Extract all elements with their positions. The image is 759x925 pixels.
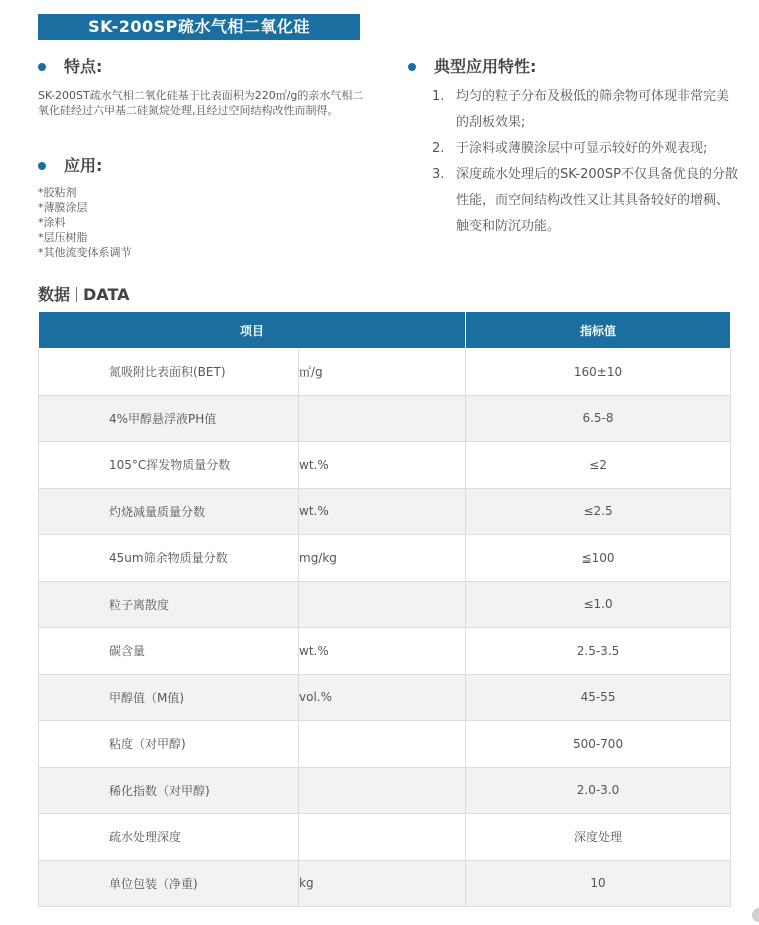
cell-value: 2.0-3.0: [466, 767, 731, 814]
list-item: [432, 136, 738, 162]
cell-value: ≤1.0: [466, 581, 731, 628]
table-row: [39, 488, 731, 535]
table-row: [39, 860, 731, 907]
cell-value: 2.5-3.5: [466, 628, 731, 675]
cell-value: 500-700: [466, 721, 731, 768]
cell-item: 灼烧减量质量分数: [39, 488, 299, 535]
bullet-dot-icon: [38, 63, 46, 71]
cell-unit: wt.%: [299, 442, 466, 489]
table-row: [39, 581, 731, 628]
data-heading: [38, 284, 130, 306]
cell-unit: vol.%: [299, 674, 466, 721]
cell-unit: [299, 767, 466, 814]
list-item-number: 3.: [432, 167, 445, 182]
table-row: [39, 721, 731, 768]
cell-unit: wt.%: [299, 628, 466, 675]
cell-unit: [299, 814, 466, 861]
list-item: *其他流变体系调节: [38, 246, 132, 259]
list-item: [432, 162, 738, 240]
cell-item: 粘度（对甲醇): [39, 721, 299, 768]
data-heading-cn: 数据: [38, 285, 71, 304]
table-row: [39, 628, 731, 675]
features-section: [38, 56, 364, 118]
table-row: [39, 395, 731, 442]
cell-item: 碳含量: [39, 628, 299, 675]
heading-divider: [76, 287, 77, 302]
list-item: *层压树脂: [38, 231, 88, 244]
bullet-dot-icon: [408, 63, 416, 71]
cell-unit: [299, 395, 466, 442]
cell-value: 6.5-8: [466, 395, 731, 442]
cell-item: 稀化指数（对甲醇): [39, 767, 299, 814]
table-row: [39, 767, 731, 814]
list-item-text: 均匀的粒子分布及极低的筛余物可体现非常完美的刮板效果;: [456, 89, 730, 130]
product-title: SK-200SP疏水气相二氧化硅: [38, 14, 360, 40]
list-item-text: 深度疏水处理后的SK-200SP不仅具备优良的分散性能，而空间结构改性又让其具备较好的增稠、触变和防沉功能。: [456, 167, 739, 234]
list-item-number: 2.: [432, 141, 445, 156]
cell-item: 45um筛余物质量分数: [39, 535, 299, 582]
typical-section: [408, 56, 738, 240]
features-text: SK-200ST疏水气相二氧化硅基于比表面积为220㎡/g的亲水气相二氧化硅经过六甲基二硅氮烷处理,且经过空间结构改性而制得。: [38, 89, 364, 117]
cell-value: ≤2.5: [466, 488, 731, 535]
page-corner-mark: [752, 908, 759, 922]
cell-unit: ㎡/g: [299, 349, 466, 396]
list-item: *胶粘剂: [38, 186, 77, 199]
cell-item: 疏水处理深度: [39, 814, 299, 861]
cell-unit: kg: [299, 860, 466, 907]
cell-unit: [299, 721, 466, 768]
table-row: [39, 814, 731, 861]
table-row: [39, 674, 731, 721]
cell-unit: [299, 581, 466, 628]
cell-item: 105°C挥发物质量分数: [39, 442, 299, 489]
table-header-row: [39, 312, 731, 349]
cell-value: 10: [466, 860, 731, 907]
header-value: 指标值: [466, 312, 731, 349]
features-heading: [38, 56, 364, 78]
cell-value: 45-55: [466, 674, 731, 721]
cell-unit: mg/kg: [299, 535, 466, 582]
list-item-number: 1.: [432, 89, 445, 104]
typical-heading-text: 典型应用特性:: [434, 57, 537, 76]
table-row: [39, 442, 731, 489]
cell-item: 甲醇值（M值): [39, 674, 299, 721]
cell-item: 单位包装（净重): [39, 860, 299, 907]
data-heading-en: DATA: [83, 285, 130, 304]
header-item: 项目: [39, 312, 466, 349]
cell-item: 粒子离散度: [39, 581, 299, 628]
cell-value: 160±10: [466, 349, 731, 396]
usage-section: [38, 155, 364, 260]
features-heading-text: 特点:: [64, 57, 103, 76]
bullet-dot-icon: [38, 162, 46, 170]
typical-list: [408, 84, 738, 240]
cell-value: ≤2: [466, 442, 731, 489]
cell-unit: wt.%: [299, 488, 466, 535]
table-row: [39, 535, 731, 582]
list-item-text: 于涂料或薄膜涂层中可显示较好的外观表现;: [456, 141, 708, 156]
cell-value: 深度处理: [466, 814, 731, 861]
list-item: [432, 84, 738, 136]
usage-heading-text: 应用:: [64, 156, 103, 175]
usage-list: [38, 185, 364, 260]
list-item: *涂料: [38, 216, 66, 229]
table-row: [39, 349, 731, 396]
cell-value: ≦100: [466, 535, 731, 582]
list-item: *薄膜涂层: [38, 201, 88, 214]
cell-item: 4%甲醇悬浮液PH值: [39, 395, 299, 442]
cell-item: 氮吸附比表面积(BET): [39, 349, 299, 396]
spec-table: [38, 311, 731, 907]
usage-heading: [38, 155, 364, 177]
typical-heading: [408, 56, 738, 78]
